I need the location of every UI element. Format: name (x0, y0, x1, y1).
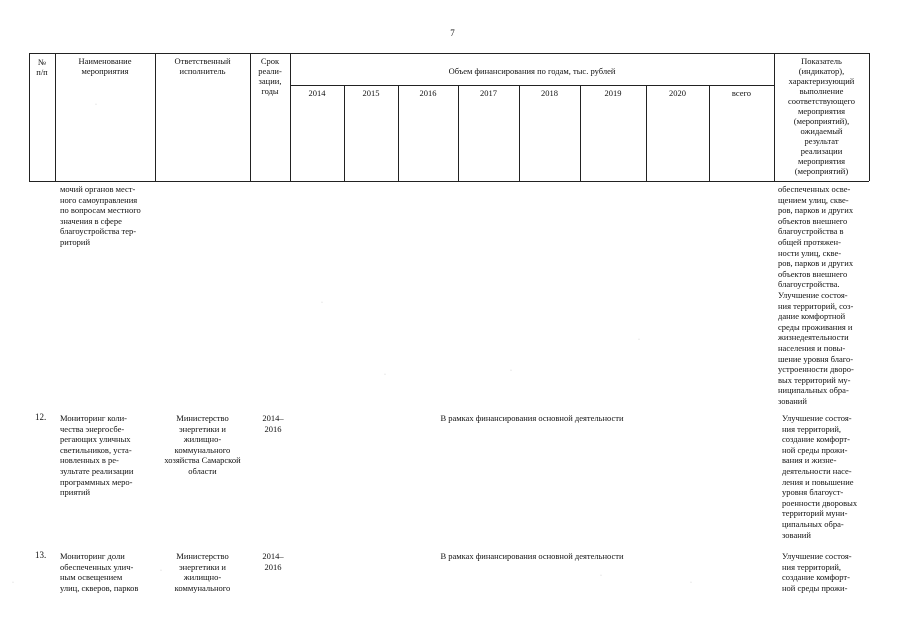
year-2016: 2016 (419, 88, 437, 98)
header-indicator: Показатель (индикатор), характеризующий выполнение соответствующего мероприятия (мероприятий), ожидаемый результат реализации мероприятия (мероприятий) (787, 56, 856, 176)
row-number: 12. (35, 412, 47, 422)
row-name: Мониторинг коли- чества энергосбе- регающих уличных светильников, уста- новленных в ре- зультате реализации программных меро- приятий (60, 413, 134, 498)
header-name: Наименование мероприятия (78, 56, 132, 76)
year-2015: 2015 (362, 88, 380, 98)
continuation-name: мочий органов мест- ного самоуправления по вопросам местного значения в сфере благоустройства тер- риторий (60, 184, 141, 247)
year-2014: 2014 (308, 88, 326, 98)
header-number: № п/п (36, 57, 48, 77)
header-executor: Ответственный исполнитель (174, 56, 231, 76)
year-2020: 2020 (669, 88, 686, 98)
page-number: 7 (450, 28, 455, 38)
row-executor: Министерство энергетики и жилищно- коммунального хозяйства Самарской области (164, 413, 241, 476)
row-financing: В рамках финансирования основной деятельности (440, 413, 624, 423)
row-indicator: Улучшение состоя- ния территорий, создание комфорт- ной среды прожи- (782, 551, 852, 593)
row-indicator: Улучшение состоя- ния территорий, создание комфорт- ной среды прожи- вания и жизне- деятельности насе- ления и повышение уровня благоуст- роенности дворовых территорий муни- ципальных обра- зований (782, 413, 858, 540)
header-financing: Объем финансирования по годам, тыс. рублей (448, 66, 616, 76)
year-2017: 2017 (480, 88, 497, 98)
year-total: всего (731, 88, 752, 98)
continuation-indicator: обеспеченных осве- щением улиц, скве- ров, парков и других объектов внешнего благоустройства в общей протяжен- ности улиц, скве- ров, парков и других объектов внешнего благоустройства. Улучшение состоя- ния территорий, соз- дание комфортной среды проживания и жизнедеятельности населения и повы- шение уровня благо- устроенности дворо- вых территорий му- ниципальных обра- зований (778, 184, 854, 406)
row-term: 2014– 2016 (262, 551, 284, 572)
row-number: 13. (35, 550, 47, 560)
row-name: Мониторинг доли обеспеченных улич- ным освещением улиц, скверов, парков (60, 551, 139, 593)
year-2018: 2018 (541, 88, 558, 98)
row-term: 2014– 2016 (262, 413, 284, 434)
header-term: Срок реали- зации, годы (258, 56, 282, 96)
year-2019: 2019 (604, 88, 622, 98)
row-financing: В рамках финансирования основной деятельности (440, 551, 624, 561)
row-executor: Министерство энергетики и жилищно- коммунального (174, 551, 231, 593)
